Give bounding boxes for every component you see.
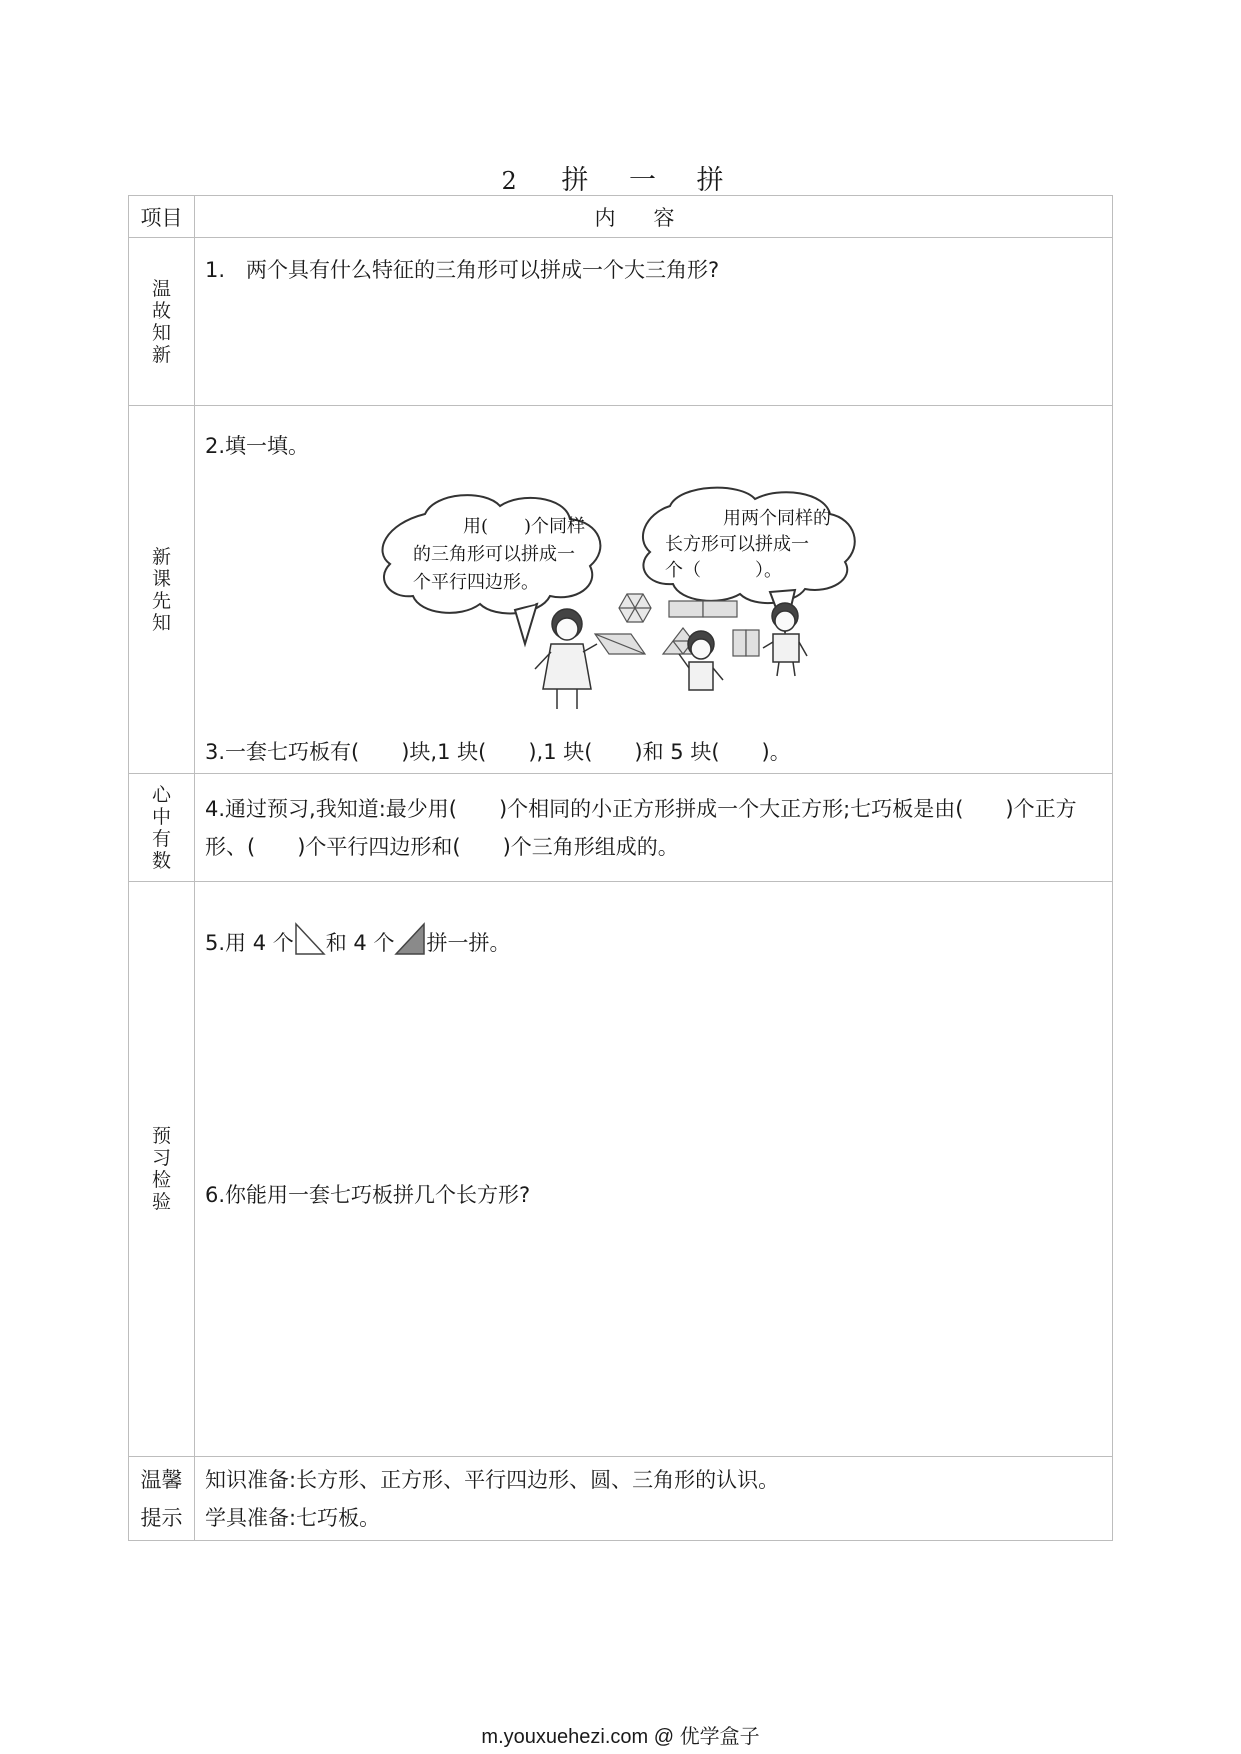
two-rectangles-horizontal (669, 601, 737, 617)
bubble-right-line-1: 用两个同样的 (723, 508, 831, 529)
mind-label-text: 心中有数 (151, 783, 171, 872)
title-word-2: 一 (628, 165, 658, 196)
hexagon-shape (619, 594, 651, 622)
tips-line-2: 学具准备:七巧板。 (205, 1505, 381, 1530)
check-content (195, 882, 1113, 1457)
preview-content (195, 406, 1113, 774)
section-check (129, 882, 1113, 1457)
boy-figure-right (763, 603, 807, 676)
bubble-left-line-2: 的三角形可以拼成一 (413, 544, 575, 565)
footer-watermark: m.youxuehezi.com @ 优学盒子 (481, 1726, 760, 1748)
header-content-text: 内容 (594, 205, 713, 230)
section-tips (129, 1457, 1113, 1541)
question-5 (195, 882, 1112, 961)
illustration-svg (195, 484, 1114, 724)
worksheet-table (128, 195, 1113, 1541)
section-label-preview (129, 406, 195, 774)
question-4: 4.通过预习,我知道:最少用( )个相同的小正方形拼成一个大正方形;七巧板是由( )个正方形、( )个平行四边形和( )个三角形组成的。 (205, 797, 1077, 859)
two-rectangles-vertical (733, 630, 759, 656)
illustration (195, 484, 1112, 724)
page-title (0, 158, 1241, 197)
bubble-right-line-2: 长方形可以拼成一 (665, 534, 809, 555)
bubble-right-line-3: 个（ ）。 (665, 560, 782, 581)
white-right-triangle-icon (294, 922, 326, 956)
tips-label-line-1: 温馨 (140, 1467, 183, 1492)
girl-figure (535, 609, 597, 709)
bubble-left-line-3: 个平行四边形。 (413, 572, 539, 593)
section-label-mind (129, 774, 195, 882)
preview-label-text: 新课先知 (151, 545, 171, 634)
mind-content (195, 774, 1113, 882)
title-number: 2 (501, 167, 519, 195)
section-mind (129, 774, 1113, 882)
tips-content (195, 1457, 1113, 1541)
q5-part-3: 拼一拼。 (426, 931, 511, 955)
q5-part-2: 和 4 个 (325, 931, 395, 955)
section-preview (129, 406, 1113, 774)
review-label-text: 温故知新 (151, 277, 171, 366)
header-item: 项目 (129, 196, 195, 238)
review-content (195, 238, 1113, 406)
gray-right-triangle-icon (394, 922, 426, 956)
header-content (195, 196, 1113, 238)
check-label-text: 预习检验 (151, 1125, 171, 1213)
section-review (129, 238, 1113, 406)
table-header-row (129, 196, 1113, 238)
parallelogram-shape (595, 634, 645, 654)
question-1: 1. 两个具有什么特征的三角形可以拼成一个大三角形? (205, 258, 720, 282)
title-word-1: 拼 (561, 165, 591, 196)
question-2: 2.填一填。 (205, 434, 310, 458)
tips-line-1: 知识准备:长方形、正方形、平行四边形、圆、三角形的认识。 (205, 1467, 780, 1492)
tips-label-line-2: 提示 (140, 1505, 183, 1530)
section-label-check (129, 882, 195, 1457)
title-word-3: 拼 (696, 165, 726, 196)
bubble-left-line-1: 用( )个同样 (463, 516, 586, 537)
q5-part-1: 5.用 4 个 (205, 931, 294, 955)
section-label-tips (129, 1457, 195, 1541)
section-label-review (129, 238, 195, 406)
question-6: 6.你能用一套七巧板拼几个长方形? (205, 1183, 531, 1207)
question-3: 3.一套七巧板有( )块,1 块( ),1 块( )和 5 块( )。 (205, 740, 791, 764)
